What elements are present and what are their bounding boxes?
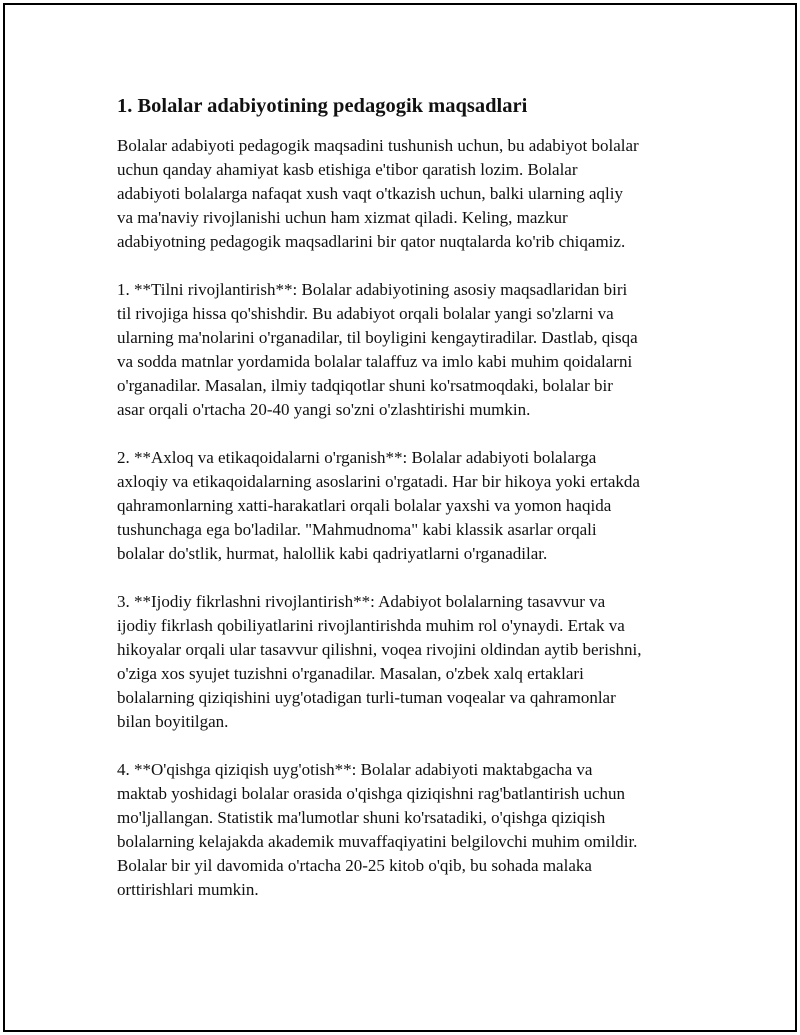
text-line: maktab yoshidagi bolalar orasida o'qishga qiziqishni rag'batlantirish uchun	[117, 784, 625, 803]
section-title: 1. Bolalar adabiyotining pedagogik maqsadlari	[117, 95, 528, 117]
text-line: o'rganadilar. Masalan, ilmiy tadqiqotlar shuni ko'rsatmoqdaki, bolalar bir	[117, 376, 613, 395]
text-line: bolalar do'stlik, hurmat, halollik kabi qadriyatlarni o'rganadilar.	[117, 544, 548, 563]
text-line: 4. **O'qishga qiziqish uyg'otish**: Bolalar adabiyoti maktabgacha va	[117, 760, 593, 779]
text-line: mo'ljallangan. Statistik ma'lumotlar shuni ko'rsatadiki, o'qishga qiziqish	[117, 808, 606, 827]
text-line: ijodiy fikrlash qobiliyatlarini rivojlantirishda muhim rol o'ynaydi. Ertak va	[117, 616, 625, 635]
text-line: va ma'naviy rivojlanishi uchun ham xizmat qiladi. Keling, mazkur	[117, 208, 568, 227]
text-line: Bolalar adabiyoti pedagogik maqsadini tushunish uchun, bu adabiyot bolalar	[117, 136, 639, 155]
text-line: qahramonlarning xatti-harakatlari orqali bolalar yaxshi va yomon haqida	[117, 496, 612, 515]
text-line: 1. **Tilni rivojlantirish**: Bolalar adabiyotining asosiy maqsadlaridan biri	[117, 280, 628, 299]
text-line: tushunchaga ega bo'ladilar. "Mahmudnoma" kabi klassik asarlar orqali	[117, 520, 597, 539]
text-line: ularning ma'nolarini o'rganadilar, til boyligini kengaytiradilar. Dastlab, qisqa	[117, 328, 638, 347]
text-line: va sodda matnlar yordamida bolalar talaffuz va imlo kabi muhim qoidalarni	[117, 352, 633, 371]
text-line: Bolalar bir yil davomida o'rtacha 20-25 kitob o'qib, bu sohada malaka	[117, 856, 592, 875]
text-line: 2. **Axloq va etikaqoidalarni o'rganish**: Bolalar adabiyoti bolalarga	[117, 448, 597, 467]
text-line: bolalarning qiziqishini uyg'otadigan turli-tuman voqealar va qahramonlar	[117, 688, 616, 707]
paragraph	[117, 278, 697, 422]
text-line: til rivojiga hissa qo'shishdir. Bu adabiyot orqali bolalar yangi so'zlarni va	[117, 304, 614, 323]
paragraph	[117, 446, 697, 566]
text-line: orttirishlari mumkin.	[117, 880, 259, 899]
text-line: adabiyotning pedagogik maqsadlarini bir qator nuqtalarda ko'rib chiqamiz.	[117, 232, 626, 251]
text-line: o'ziga xos syujet tuzishni o'rganadilar. Masalan, o'zbek xalq ertaklari	[117, 664, 584, 683]
text-line: asar orqali o'rtacha 20-40 yangi so'zni o'zlashtirishi mumkin.	[117, 400, 531, 419]
text-line: axloqiy va etikaqoidalarning asoslarini o'rgatadi. Har bir hikoya yoki ertakda	[117, 472, 640, 491]
text-line: adabiyoti bolalarga nafaqat xush vaqt o'tkazish uchun, balki ularning aqliy	[117, 184, 623, 203]
text-line: bolalarning kelajakda akademik muvaffaqiyatini belgilovchi muhim omildir.	[117, 832, 638, 851]
paragraph	[117, 758, 697, 902]
text-line: 3. **Ijodiy fikrlashni rivojlantirish**: Adabiyot bolalarning tasavvur va	[117, 592, 606, 611]
paragraph	[117, 590, 697, 734]
text-line: bilan boyitilgan.	[117, 712, 229, 731]
text-line: uchun qanday ahamiyat kasb etishiga e'tibor qaratish lozim. Bolalar	[117, 160, 578, 179]
text-line: hikoyalar orqali ular tasavvur qilishni, voqea rivojini oldindan aytib berishni,	[117, 640, 642, 659]
paragraph	[117, 134, 697, 254]
paragraph-list	[117, 134, 697, 902]
document-content	[117, 94, 697, 926]
